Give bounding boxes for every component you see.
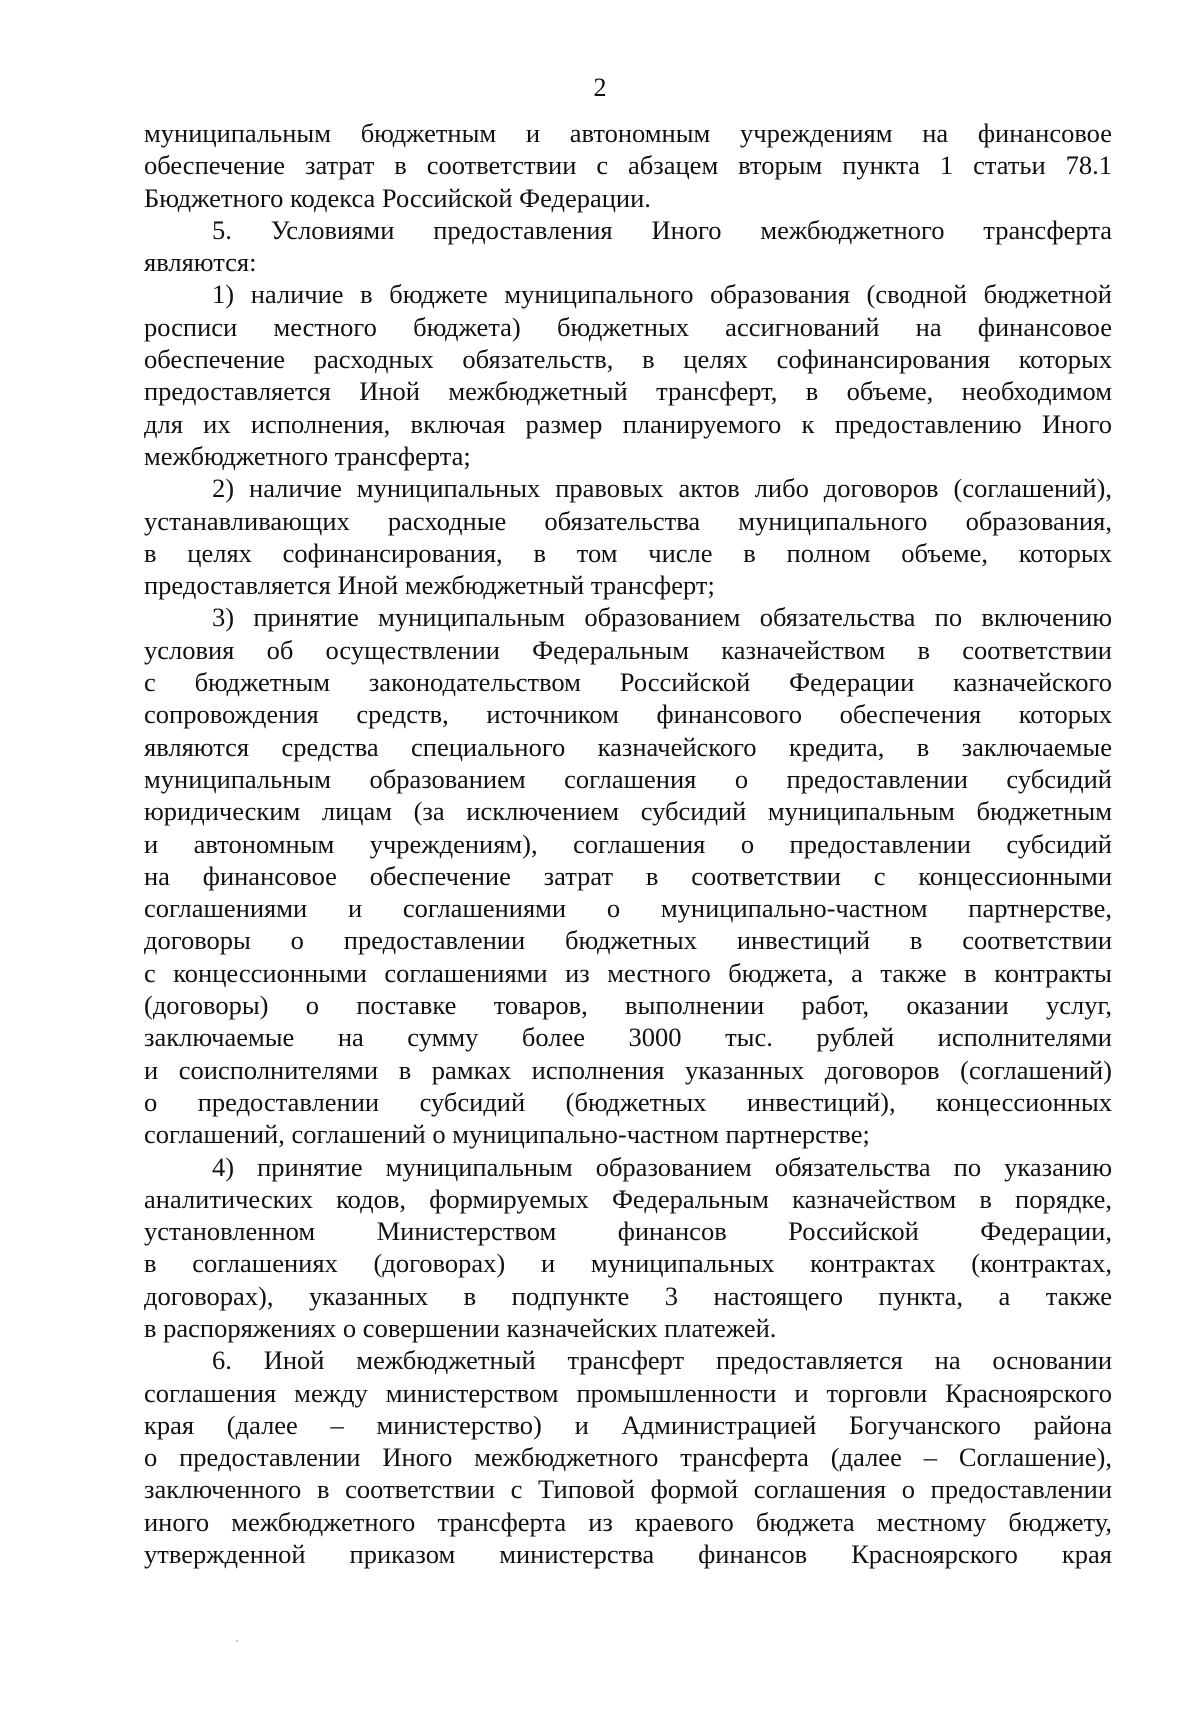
text-line: муниципальным образованием соглашения о предоставлении субсидий [144, 763, 1112, 794]
text-line: муниципальным бюджетным и автономным учреждениям на финансовое [144, 118, 1112, 148]
text-line: росписи местного бюджета) бюджетных ассигнований на финансовое [144, 311, 1112, 342]
text-line: утвержденной приказом министерства финансов Красноярского края [144, 1539, 1112, 1570]
text-line: обеспечение затрат в соответствии с абзацем вторым пункта 1 статьи 78.1 [144, 150, 1112, 181]
document-body [144, 117, 1112, 1570]
text-line: являются средства специального казначейского кредита, в заключаемые [144, 731, 1112, 762]
text-line: и автономным учреждениям), соглашения о предоставлении субсидий [144, 828, 1112, 859]
text-line: 2) наличие муниципальных правовых актов либо договоров (соглашений), [212, 473, 1112, 504]
text-line: установленном Министерством финансов Российской Федерации, [144, 1216, 1112, 1247]
text-line: иного межбюджетного трансферта из краевого бюджета местному бюджету, [144, 1506, 1112, 1537]
text-line: сопровождения средств, источником финансового обеспечения которых [144, 699, 1112, 730]
text-line: с бюджетным законодательством Российской Федерации казначейского [144, 667, 1112, 698]
text-line: заключаемые на сумму более 3000 тыс. рублей исполнителями [144, 1022, 1112, 1053]
text-line: о предоставлении субсидий (бюджетных инвестиций), концессионных [144, 1086, 1112, 1117]
text-line: предоставляется Иной межбюджетный трансферт, в объеме, необходимом [144, 376, 1112, 407]
text-line: устанавливающих расходные обязательства муниципального образования, [144, 505, 1112, 536]
text-line: аналитических кодов, формируемых Федеральным казначейством в порядке, [144, 1183, 1112, 1214]
text-line: соглашения между министерством промышленности и торговли Красноярского [144, 1377, 1112, 1408]
text-line: межбюджетного трансферта; [144, 440, 471, 471]
text-line: соглашений, соглашений о муниципально-частном партнерстве; [144, 1119, 870, 1150]
page-number: 2 [593, 73, 607, 102]
text-line: 1) наличие в бюджете муниципального образования (сводной бюджетной [212, 279, 1112, 310]
text-line: и соисполнителями в рамках исполнения указанных договоров (соглашений) [144, 1054, 1112, 1085]
text-line: (договоры) о поставке товаров, выполнении работ, оказании услуг, [144, 990, 1112, 1021]
text-line: условия об осуществлении Федеральным казначейством в соответствии [144, 634, 1112, 665]
text-line: для их исполнения, включая размер планируемого к предоставлению Иного [144, 408, 1112, 439]
text-line: с концессионными соглашениями из местного бюджета, а также в контракты [144, 957, 1112, 988]
text-line: договоры о предоставлении бюджетных инвестиций в соответствии [144, 925, 1112, 956]
text-line: обеспечение расходных обязательств, в целях софинансирования которых [144, 344, 1112, 375]
text-line: края (далее – министерство) и Администрацией Богучанского района [144, 1409, 1112, 1440]
text-line: в распоряжениях о совершении казначейских платежей. [144, 1312, 777, 1343]
text-line: являются: [144, 247, 257, 278]
text-line: 5. Условиями предоставления Иного межбюджетного трансферта [212, 214, 1112, 245]
text-line: предоставляется Иной межбюджетный трансферт; [144, 570, 715, 601]
text-line: в соглашениях (договорах) и муниципальных контрактах (контрактах, [144, 1248, 1112, 1279]
text-line: 3) принятие муниципальным образованием обязательства по включению [212, 602, 1112, 633]
text-line: о предоставлении Иного межбюджетного трансферта (далее – Соглашение), [144, 1442, 1112, 1473]
text-line: на финансовое обеспечение затрат в соответствии с концессионными [144, 860, 1112, 891]
scan-speck [236, 1640, 238, 1642]
text-line: договорах), указанных в подпункте 3 настоящего пункта, а также [144, 1280, 1112, 1311]
text-line: соглашениями и соглашениями о муниципально-частном партнерстве, [144, 893, 1112, 924]
text-line: юридическим лицам (за исключением субсидий муниципальным бюджетным [144, 796, 1112, 827]
text-line: 4) принятие муниципальным образованием обязательства по указанию [212, 1151, 1112, 1182]
text-line: в целях софинансирования, в том числе в полном объеме, которых [144, 537, 1112, 568]
text-line: 6. Иной межбюджетный трансферт предоставляется на основании [212, 1345, 1112, 1376]
text-line: заключенного в соответствии с Типовой формой соглашения о предоставлении [144, 1474, 1112, 1505]
text-line: Бюджетного кодекса Российской Федерации. [144, 182, 651, 213]
